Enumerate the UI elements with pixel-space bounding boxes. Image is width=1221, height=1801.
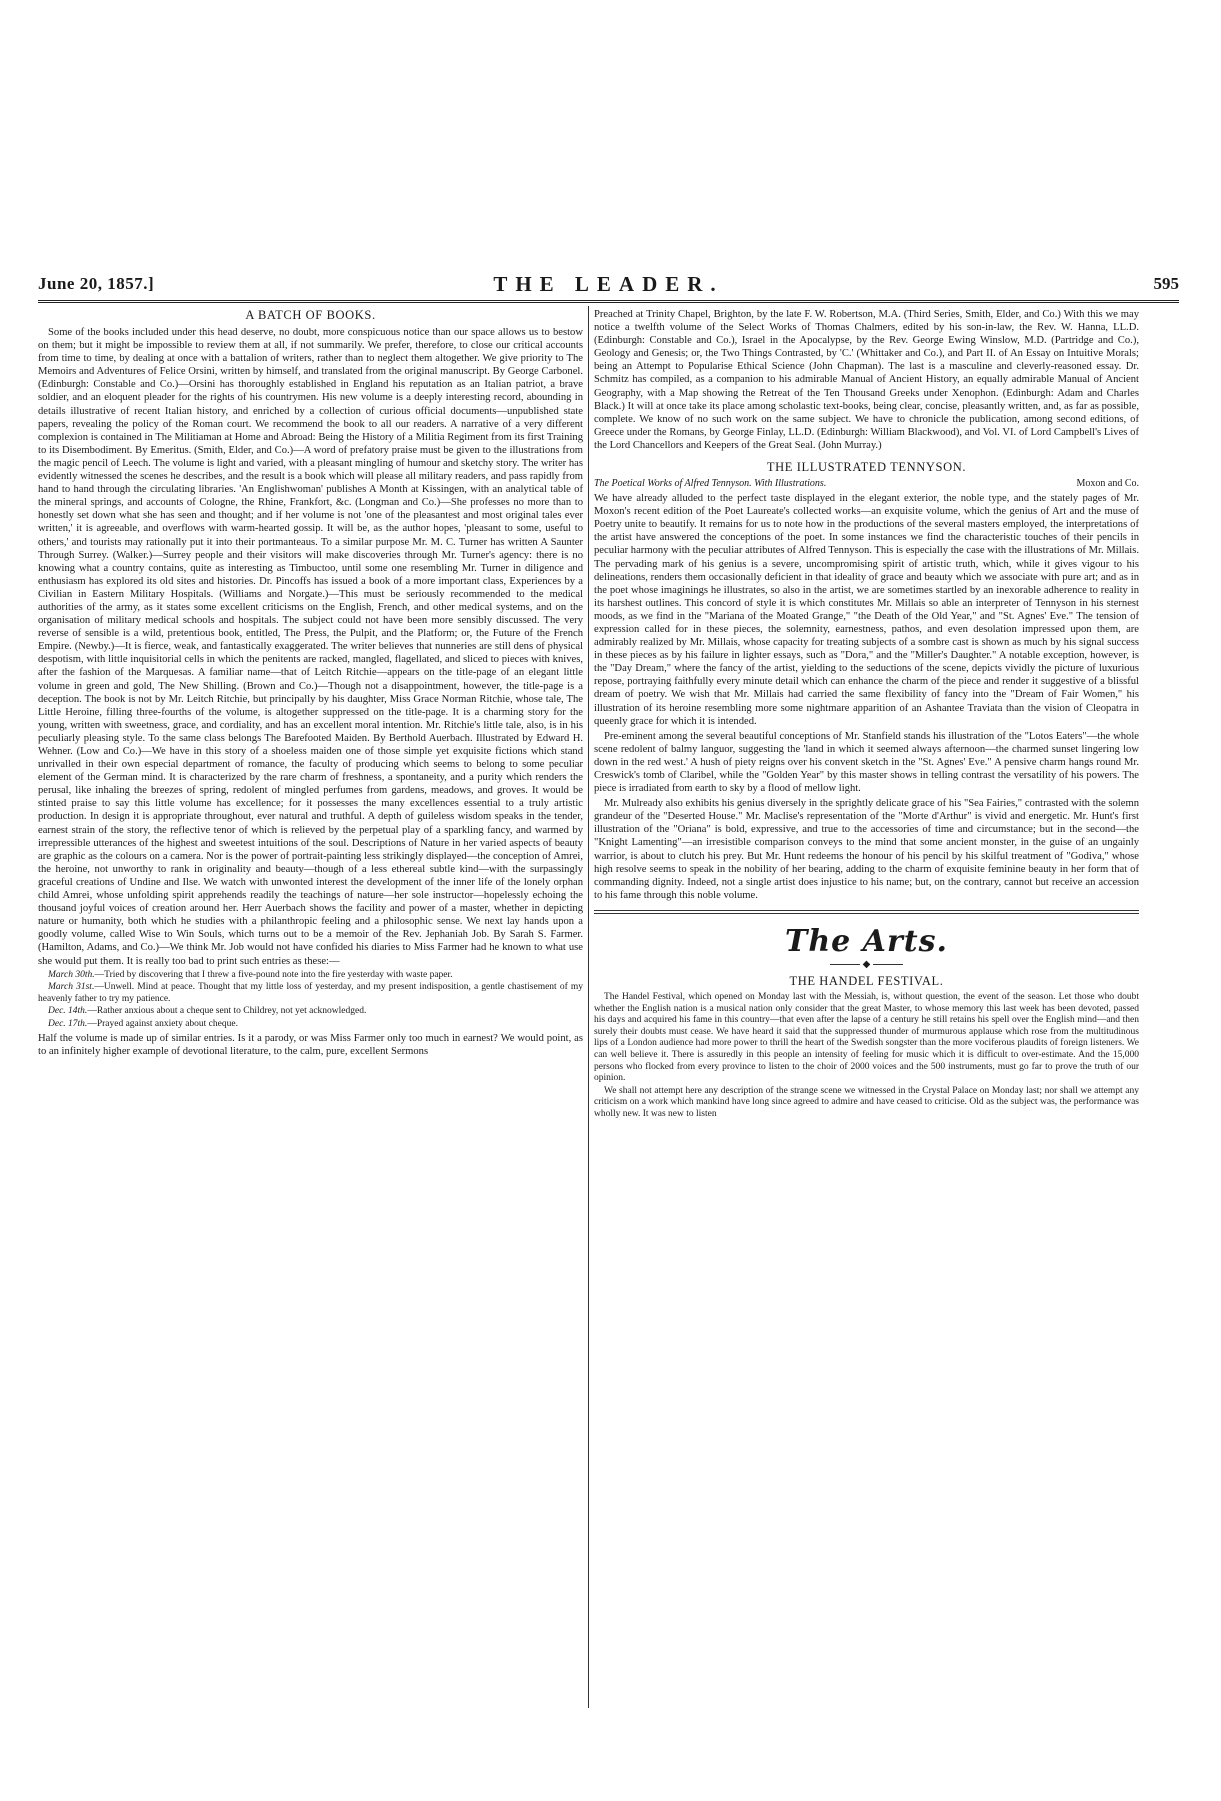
- diary-entry: [38, 1006, 583, 1018]
- tennyson-paragraph: Mr. Mulready also exhibits his genius diversely in the sprightly delicate grace of his "Sea Fairies," contrasted with the solemn grandeur of the "Deserted House." Mr. Maclise's representation of the "Morte d'Arthur" is vivid and energetic. Mr. Hunt's first illustration of the "Oriana" is bold, expressive, and true to the accessories of time and circumstance; but in the second—the "Knight Lamenting"—an irresistible comparison conveys to the mind that some ancient monster, in the guise of an ungainly warrior, is about to clutch his prey. But Mr. Hunt redeems the honour of his pencil by his skilful treatment of "Godiva," whose high resolve seems to speak in the nobility of her bearing, adding to the charm of exquisite feminine beauty in her form that of commanding dignity. Indeed, not a single artist does injustice to his name; but, on the contrary, cannot but receive an accession to his fame through this noble volume.: [594, 798, 1139, 901]
- handel-festival-paragraph: We shall not attempt here any description of the strange scene we witnessed in the Crystal Palace on Monday last; nor shall we attempt any criticism on a work which mankind have long since agreed to admire and have ceased to criticise. Old as the subject was, the performance was wholly new. It was new to listen: [594, 1085, 1139, 1119]
- newspaper-title: THE LEADER.: [493, 272, 724, 296]
- column-divider: [588, 306, 589, 1708]
- issue-date: June 20, 1857.]: [38, 274, 155, 293]
- right-column: [594, 308, 1139, 1708]
- diary-entry-text: —Tried by discovering that I threw a five-pound note into the fire yesterday with waste paper.: [94, 969, 453, 980]
- batch-of-books-paragraph: Some of the books included under this head deserve, no doubt, more conspicuous notice than our space allows us to bestow on them; but it might be impossible to review them at all, if not summarily. We prefer, therefore, to close our critical accounts from time to time, by dealing at once with a battalion of writers, rather than to neglect them altogether. We give priority to The Memoirs and Adventures of Felice Orsini, written by himself, and translated from the original manuscript. By George Carbonel. (Edinburgh: Constable and Co.)—Orsini has thoroughly established in England his reputation as an Italian patriot, a brave soldier, and an eloquent pleader for the rights of his countrymen. His new volume is a deeply interesting record, abounding in details illustrative of recent Italian history, and enriched by a collection of curious official documents—unpublished state papers, revealing the policy of the Roman court. We recommend the book to all our readers. A narrative of a very different complexion is contained in The Militiaman at Home and Abroad: Being the History of a Militia Regiment from its first Training to its Disembodiment. By Emeritus. (Smith, Elder, and Co.)—A word of prefatory praise must be given to the illustrations from the magic pencil of Leech. The volume is light and varied, with a pleasant mingling of humour and sketchy story. The writer has evidently witnessed the scenes he describes, and the result is a book which will please all military readers, and pass rapidly from hand to hand through the circulating libraries. 'An Englishwoman' publishes A Month at Kissingen, with an analytical table of the mineral springs, and accounts of Cologne, the Rhine, Frankfort, &c. (Longman and Co.)—She professes no more than to honestly set down what she has seen and thought; and if her volume is not 'one of the pleasantest and most original tales ever written,' it is agreeable, and overflows with warm-hearted gossip. It will be, as the author hopes, 'pleasant to some, useful to others,' and tourists may rationally put it into their portmanteaus. To a similar purpose Mr. M. C. Turner has written A Saunter Through Surrey. (Walker.)—Surrey people and their visitors will make discoveries through Mr. Turner's agency: there is no knowing what a country contains, quite as interesting as Timbuctoo, until some one resembling Mr. Turner in diligence and enthusiasm has explored its old sites and histories. Dr. Pincoffs has issued a book of a more important class, Experiences by a Civilian in Eastern Military Hospitals. (Williams and Norgate.)—This must be seriously recommended to the medical authorities of the army, as it states some excellent criticisms on the English, French, and other medical systems, and on the organisation of military medical schools and hospitals. The subject could not have been more sensibly discussed. The very reverse of sensible is a wild, pretentious book, entitled, The Press, the Pulpit, and the Platform; or, the Future of the French Empire. (Newby.)—It is fierce, weak, and fantastically exaggerated. The writer believes that nunneries are still dens of physical despotism, with little inquisitorial cells in which the penitents are racked, mangled, flagellated, and sliced to pieces with knives, after the fashion of the Marquesas. A familiar name—that of Leitch Ritchie—appears on the title-page of an elegant little volume in green and gold, The New Shilling. (Brown and Co.)—Though not a disappointment, however, the title-page is a deception. The book is not by Mr. Leitch Ritchie, but principally by his daughter, Miss Grace Norman Ritchie, whose tale, The Little Heroine, filling three-fourths of the volume, is altogether suppressed on the title-page. It is a charming story for the young, written with sweetness, grace, and cordiality, and has an excellent moral intention. Mr. Ritchie's little tale, also, is in his peculiarly pleasing style. To the same class belongs The Barefooted Maiden. By Berthold Auerbach. Illustrated by Edward H. Wehner. (Low and Co.)—We have in this story of a shoeless maiden one of those simple yet exquisite fictions which stand unrivalled in their own especial department of romance, the faculty of producing which seems to belong to some peculiar element of the German mind. It is characterized by the rare charm of freshness, a spontaneity, and a purity which renders the perusal, like inhaling the breezes of spring, redolent of mingled perfumes from gardens, meadows, and groves. It would be stinted praise to say this little volume has excellence; for it possesses the many excellences essential to a truly artistic production. In design it is appropriate throughout, ever natural and truthful. A depth of guileless wisdom speaks in the tender, earnest strain of the story, the reflective tenor of which is relieved by the perpetual play of a sparkling fancy, and warmed by irrepressible utterances of the highest and sweetest intuitions of the soul. Descriptions of Nature in her varied aspects of beauty are graphic as the colours on a camera. Nor is the power of portrait-painting less strikingly displayed—the conception of Amrei, the heroine, not unworthy to rank in originality and beauty—though of a less ethereal subtle kind—with the surpassingly graceful creations of Undine and Ilse. We watch with unwonted interest the development of the inner life of the lonely orphan child Amrei, whose unfolding spirit apprehends readily the teachings of nature—her sole instructor—hopelessly echoing the thousand joyful voices of creation around her. Herr Auerbach shows the facility and power of a master, whether in depicting nature or humanity, both which he studies with a philanthropic feeling and a philosophic sense. We next lay hands upon a goodly volume, called Wise to Win Souls, which turns out to be a memoir of the Rev. Jephaniah Job. By Sarah S. Farmer. (Hamilton, Adams, and Co.)—We think Mr. Job would not have confided his diaries to Miss Farmer had he known to what use she would put them. It is really too bad to print such entries as these:—: [38, 327, 583, 967]
- handel-festival-paragraph: The Handel Festival, which opened on Monday last with the Messiah, is, without question, the event of the season. Let those who doubt whether the English nation is a musical nation only consider that the great Master, to whose memory this last week has been devoted, passed his days and acquired his fame in this country—that even after the lapse of a century he still retains his spell over the English mind—and then surely their doubts must cease. We have heard it said that the suppressed thunder of murmurous applause which rose from the multitudinous lips of a London audience had more power to thrill the heart of the Swedish songster than the more vociferous plaudits of foreign listeners. We can well believe it. There is assuredly in this people an intensity of feeling for music which it is difficult to over-estimate. And the 15,000 persons who flocked from every province to listen to the choir of 2000 voices and the 500 instruments, must go far to prove the truth of our opinion.: [594, 991, 1139, 1084]
- arts-section-title: The Arts.: [785, 923, 948, 959]
- section-rule: [594, 910, 1139, 911]
- masthead-rule: [38, 300, 1179, 303]
- tennyson-publisher: Moxon and Co.: [1076, 478, 1139, 490]
- tennyson-heading: THE ILLUSTRATED TENNYSON.: [766, 460, 967, 475]
- tennyson-subtitle-row: [594, 478, 1139, 490]
- tennyson-paragraph: Pre-eminent among the several beautiful conceptions of Mr. Stanfield stands his illustration of the "Lotos Eaters"—the whole scene redolent of balmy languor, suggesting the 'land in which it seemed always afternoon—the charmed sunset lingering low down in the red west.' A hush of piety reigns over his convent sketch in the "St. Agnes' Eve." A pensive charm hangs round Mr. Creswick's tomb of Claribel, while the "Golden Year" by this master shows in telling contrast the versatility of his powers. The piece is irradiated from earth to sky by a flood of mellow light.: [594, 730, 1139, 795]
- diary-entry: [38, 970, 583, 982]
- diary-entry-date: Dec. 14th.: [48, 1006, 88, 1017]
- diary-entry-date: March 31st.: [48, 982, 95, 993]
- tennyson-book-title: The Poetical Works of Alfred Tennyson. With Illustrations.: [594, 478, 827, 490]
- diary-entry-text: —Prayed against anxiety about cheque.: [87, 1018, 238, 1029]
- batch-of-books-continuation: Preached at Trinity Chapel, Brighton, by the late F. W. Robertson, M.A. (Third Series, Smith, Elder, and Co.) With this we may notice a twelfth volume of the Select Works of Thomas Chalmers, edited by his son-in-law, the Rev. W. Hanna, LL.D. (Edinburgh: Constable and Co.), Israel in the Apocalypse, by the Rev. George Ewing Winslow, M.D. (Partridge and Co.), Geology and Genesis; or, the Two Things Contrasted, by 'C.' (Whittaker and Co.), and Part II. of An Essay on Intuitive Morals; being an Attempt to Popularise Ethical Science (John Chapman). The last is a masculine and cleverly-reasoned essay. Dr. Schmitz has compiled, as a companion to his admirable Manual of Ancient History, an equally admirable Manual of Ancient Geography, with a Map showing the Retreat of the Ten Thousand Greeks under Xenophon. (Edinburgh: Adam and Charles Black.) It will at once take its place among scholastic text-books, being clear, concise, pleasantly written, and, as far as possible, complete. We know of no such work on the same subject. We have to chronicle the publication, among second editions, of Greece under the Romans, by George Finlay, LL.D. (Edinburgh: William Blackwood), and Vol. VI. of Lord Campbell's Lives of the Lord Chancellors and Keepers of the Great Seal. (John Murray.): [594, 309, 1139, 451]
- batch-of-books-heading: A BATCH OF BOOKS.: [245, 308, 376, 322]
- tennyson-paragraph: We have already alluded to the perfect taste displayed in the elegant exterior, the noble type, and the stately pages of Mr. Moxon's recent edition of the Poet Laureate's collected works—an exquisite volume, which the genius of Art and the muse of Poetry unite to beautify. It remains for us to note how in the productions of the several masters employed, the interpretations of the artist have answered the conceptions of the poet. In some instances we find the characteristic touches of their pencils in peculiar harmony with the peculiar attributes of Alfred Tennyson. This is especially the case with the illustrations of Mr. Millais. The pervading mark of his genius is a severe, uncompromising spirit of artistic truth, which, while it gives vigour to his delineations, renders them occasionally deficient in that ideality of grace and beauty which we associate with pure art; and as in the poet whose imaginings he illustrates, so also in the artist, we are sometimes startled by an inexorable adherence to reality in its harshest outlines. This concord of style it is which constitutes Mr. Millais so able an interpreter of Tennyson in his sternest moods, as we find in the "Mariana of the Moated Grange," "the Death of the Old Year," and "St. Agnes' Eve." The tension of expression called for in these pieces, the solemnity, earnestness, pathos, and even desolation impressed upon them, are admirably realized by Mr. Millais, whose capacity for treating subjects of a sombre cast is shown as much by his signal success in these pieces as by his failure in lighter essays, such as "Dora," and the "Miller's Daughter." A notable exception, however, is the "Day Dream," where the fancy of the artist, yielding to the seductions of the scene, depicts vividly the picture of luxurious repose, portraying faithfully every minute detail which can enhance the charm of the piece and render it suggestive of a blissful dream of poetry. We wish that Mr. Millais had carried the same flexibility of fancy into the "Dream of Fair Women," his illustration of its heroine resembling more some nightmare apparition of an Ashantee Traviata than the vision of Cleopatra in queenly grace for which it is intended.: [594, 493, 1139, 727]
- diary-entry: [38, 1019, 583, 1031]
- diary-entry-text: —Unwell. Mind at peace. Thought that my little loss of yesterday, and my present indisposition, a gentle chastisement of my heavenly father to try my patience.: [38, 982, 583, 1004]
- section-rule: [594, 913, 1139, 914]
- diary-entry-text: —Rather anxious about a cheque sent to Childrey, not yet acknowledged.: [87, 1006, 367, 1017]
- masthead: [38, 270, 1179, 300]
- diary-entry-date: Dec. 17th.: [48, 1018, 88, 1029]
- diary-entry: [38, 982, 583, 1005]
- batch-of-books-closing: Half the volume is made up of similar entries. Is it a parody, or was Miss Farmer only too much in earnest? We would point, as to an infinitely higher example of devotional literature, to the calm, pure, excellent Sermons: [38, 1032, 583, 1057]
- ornament-rule: ◆: [594, 959, 1139, 970]
- page-number: 595: [1153, 274, 1179, 293]
- handel-festival-heading: THE HANDEL FESTIVAL.: [789, 973, 944, 988]
- left-column: [38, 308, 583, 1708]
- diary-entry-date: March 30th.: [48, 969, 95, 980]
